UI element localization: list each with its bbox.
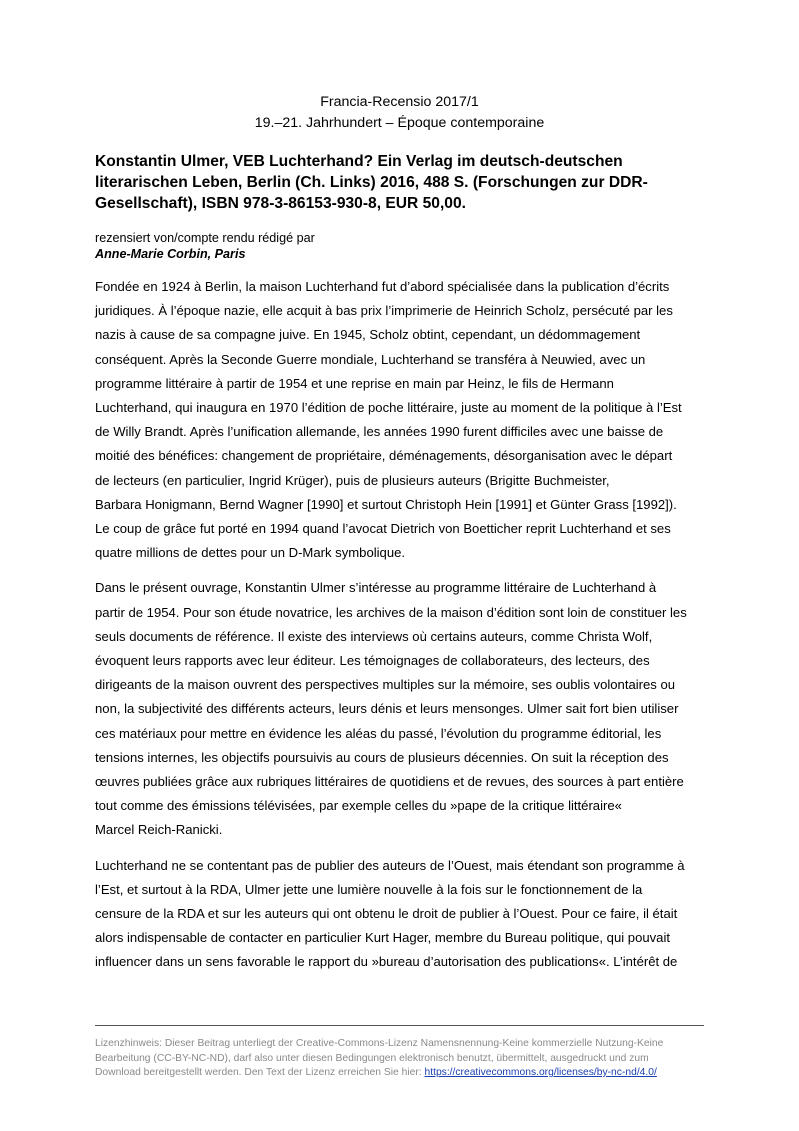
license-notice xyxy=(95,1037,707,1081)
paragraph xyxy=(95,854,707,975)
text-line: moitié des bénéfices: changement de propriétaire, déménagements, désorganisation avec le départ xyxy=(95,448,673,464)
reviewer-name: Anne-Marie Corbin, Paris xyxy=(95,247,246,261)
page-header xyxy=(0,92,799,134)
text-line: dirigeants de la maison ouvrent des perspectives multiples sur la mémoire, ses oublis volontaires ou xyxy=(95,677,676,693)
footer-divider xyxy=(95,1025,704,1026)
title-line: Konstantin Ulmer, VEB Luchterhand? Ein Verlag im deutsch-deutschen xyxy=(95,153,623,170)
byline xyxy=(95,230,695,262)
text-line: influencer dans un sens favorable le rapport du »bureau d’autorisation des publications«. L’intérêt de xyxy=(95,954,678,970)
journal-issue: Francia-Recensio 2017/1 xyxy=(320,94,479,110)
title-line: Gesellschaft), ISBN 978-3-86153-930-8, EUR 50,00. xyxy=(95,195,466,212)
text-line: de Willy Brandt. Après l’unification allemande, les années 1990 furent difficiles avec une baisse de xyxy=(95,424,664,440)
journal-section: 19.–21. Jahrhundert – Époque contemporaine xyxy=(254,115,545,131)
text-line: tensions internes, les objectifs poursuivis au cours de plusieurs décennies. On suit la réception des xyxy=(95,749,669,765)
text-line: nazis à cause de sa compagne juive. En 1945, Scholz obtint, cependant, un dédommagement xyxy=(95,327,641,343)
review-title xyxy=(95,151,735,214)
text-line: ces matériaux pour mettre en évidence les aléas du passé, l’évolution du programme éditorial, les xyxy=(95,725,662,741)
review-body xyxy=(95,275,707,986)
license-line: Bearbeitung (CC-BY-NC-ND), darf also unter diesen Bedingungen elektronisch benutzt, übermittelt, ausgedruckt und zum xyxy=(95,1052,649,1064)
text-line: juridiques. À l’époque nazie, elle acquit à bas prix l’imprimerie de Heinrich Scholz, persécuté par les xyxy=(95,303,673,319)
text-line: Luchterhand, qui inaugura en 1970 l’édition de poche littéraire, juste au moment de la politique à l’Est xyxy=(95,400,682,416)
license-line: Lizenzhinweis: Dieser Beitrag unterliegt der Creative-Commons-Lizenz Namensnennung-Keine kommerzielle Nutzung-Keine xyxy=(95,1038,664,1049)
text-line: tout comme des émissions télévisées, par exemple celles du »pape de la critique littéraire« xyxy=(95,798,622,814)
text-line: de lecteurs (en particulier, Ingrid Krüger), puis de plusieurs auteurs (Brigitte Buchmeister, xyxy=(95,472,610,488)
text-line: conséquent. Après la Seconde Guerre mondiale, Luchterhand se transféra à Neuwied, avec un xyxy=(95,351,646,367)
text-line: Luchterhand ne se contentant pas de publier des auteurs de l’Ouest, mais étendant son programme à xyxy=(95,857,685,873)
reviewed-by-label: rezensiert von/compte rendu rédigé par xyxy=(95,231,315,245)
text-line: partir de 1954. Pour son étude novatrice, les archives de la maison d’édition sont loin de constituer les xyxy=(95,604,687,620)
text-line: non, la subjectivité des différents acteurs, leurs dénis et leurs mensonges. Ulmer sait fort bien utiliser xyxy=(95,701,679,717)
text-line: seuls documents de référence. Il existe des interviews où certains auteurs, comme Christa Wolf, xyxy=(95,628,653,644)
text-line: évoquent leurs rapports avec leur éditeur. Les témoignages de collaborateurs, des lecteurs, des xyxy=(95,653,650,669)
text-line: Dans le présent ouvrage, Konstantin Ulmer s’intéresse au programme littéraire de Luchterhand à xyxy=(95,580,657,596)
text-line: Marcel Reich-Ranicki. xyxy=(95,822,223,838)
text-line: censure de la RDA et sur les auteurs qui ont obtenu le droit de publier à l’Ouest. Pour ce faire, il était xyxy=(95,906,678,922)
text-line: œuvres publiées grâce aux rubriques littéraires de quotidiens et de revues, des sources à part entière xyxy=(95,774,684,790)
text-line: programme littéraire à partir de 1954 et une reprise en main par Heinz, le fils de Hermann xyxy=(95,375,614,391)
text-line: alors indispensable de contacter en particulier Kurt Hager, membre du Bureau politique, qui pouvait xyxy=(95,930,671,946)
license-link[interactable]: https://creativecommons.org/licenses/by-nc-nd/4.0/ xyxy=(424,1067,657,1078)
text-line: Fondée en 1924 à Berlin, la maison Luchterhand fut d’abord spécialisée dans la publication d’écrits xyxy=(95,279,670,294)
text-line: Le coup de grâce fut porté en 1994 quand l’avocat Dietrich von Boetticher reprit Luchterhand et ses xyxy=(95,521,671,537)
text-line: Barbara Honigmann, Bernd Wagner [1990] et surtout Christoph Hein [1991] et Günter Grass [1992]). xyxy=(95,496,677,512)
license-line: Download bereitgestellt werden. Den Text der Lizenz erreichen Sie hier: xyxy=(95,1067,425,1078)
title-line: literarischen Leben, Berlin (Ch. Links) 2016, 488 S. (Forschungen zur DDR- xyxy=(95,174,648,191)
text-line: quatre millions de dettes pour un D-Mark symbolique. xyxy=(95,545,406,561)
text-line: l’Est, et surtout à la RDA, Ulmer jette une lumière nouvelle à la fois sur le fonctionnement de la xyxy=(95,881,643,897)
paragraph xyxy=(95,275,707,565)
paragraph xyxy=(95,576,707,842)
